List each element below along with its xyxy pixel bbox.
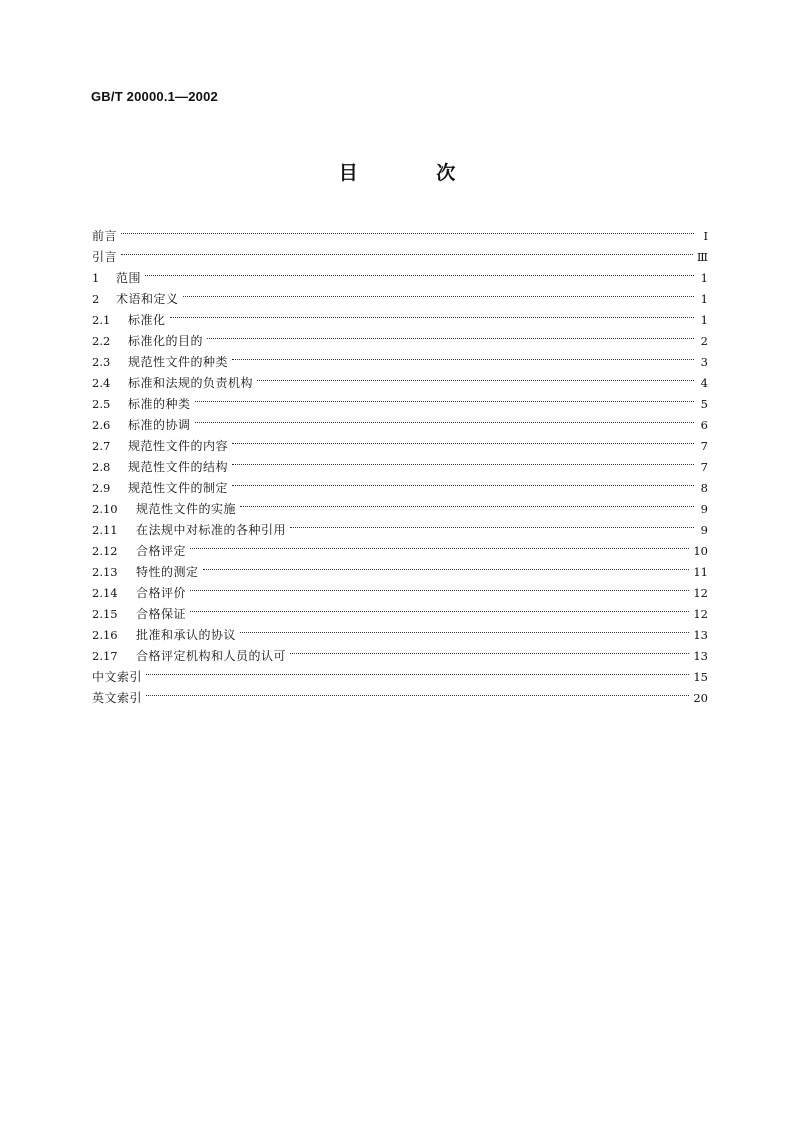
- toc-entry-label: 术语和定义: [116, 292, 179, 306]
- toc-entry-number: 2.11: [92, 523, 118, 537]
- toc-dot-leader: [146, 660, 689, 681]
- toc-entry-page: 7: [700, 460, 708, 474]
- toc-dot-leader: [232, 471, 694, 492]
- toc-entry-label: 中文索引: [92, 670, 143, 684]
- toc-entry-number: 2: [92, 292, 100, 306]
- toc-entry-page: 3: [700, 355, 708, 369]
- toc-dot-leader: [183, 282, 694, 303]
- toc-dot-leader: [145, 261, 694, 282]
- toc-entry-page: 15: [693, 670, 708, 684]
- toc-dot-leader: [232, 429, 694, 450]
- toc-entry[interactable]: [92, 261, 708, 285]
- toc-entry-number: 2.1: [92, 313, 111, 327]
- toc-dot-leader: [232, 345, 694, 366]
- toc-entry-page: 5: [700, 397, 708, 411]
- toc-entry-number: 1: [92, 271, 100, 285]
- toc-entry-label: 标准化: [128, 313, 166, 327]
- toc-entry-page: 10: [693, 544, 708, 558]
- page-title: 目 次: [338, 162, 492, 184]
- toc-entry-number: 2.3: [92, 355, 111, 369]
- toc-entry-page: Ⅲ: [696, 250, 708, 264]
- toc-entry-label: 合格评定: [136, 544, 187, 558]
- toc-entry-page: 9: [700, 523, 708, 537]
- toc-entry-label: 特性的测定: [136, 565, 199, 579]
- toc-entry-label: 英文索引: [92, 691, 143, 705]
- toc-entry[interactable]: [92, 303, 708, 327]
- toc-entry-page: 7: [700, 439, 708, 453]
- toc-entry-page: 4: [700, 376, 708, 390]
- toc-entry-label: 标准的协调: [128, 418, 191, 432]
- toc-dot-leader: [203, 555, 690, 576]
- toc-entry-number: 2.9: [92, 481, 111, 495]
- toc-entry-label: 范围: [116, 271, 142, 285]
- toc-entry-page: 13: [693, 649, 708, 663]
- toc-entry-label: 合格评定机构和人员的认可: [136, 649, 287, 663]
- toc-entry-label: 规范性文件的制定: [128, 481, 229, 495]
- toc-entry-page: 6: [700, 418, 708, 432]
- toc-dot-leader: [290, 513, 694, 534]
- toc-entry-page: 13: [693, 628, 708, 642]
- toc-dot-leader: [190, 597, 689, 618]
- toc-entry-number: 2.4: [92, 376, 111, 390]
- toc-dot-leader: [195, 387, 694, 408]
- toc-entry[interactable]: [92, 681, 708, 705]
- toc-entry-page: 9: [700, 502, 708, 516]
- toc-dot-leader: [170, 303, 694, 324]
- toc-dot-leader: [190, 576, 689, 597]
- toc-entry-label: 规范性文件的种类: [128, 355, 229, 369]
- toc-entry-number: 2.6: [92, 418, 111, 432]
- toc-entry[interactable]: [92, 240, 708, 264]
- table-of-contents: [92, 219, 708, 705]
- toc-dot-leader: [121, 240, 693, 261]
- toc-entry-page: 20: [693, 691, 708, 705]
- toc-entry-label: 批准和承认的协议: [136, 628, 237, 642]
- toc-entry[interactable]: [92, 219, 708, 243]
- toc-entry-number: 2.14: [92, 586, 118, 600]
- toc-entry-page: 12: [693, 586, 708, 600]
- toc-entry-label: 前言: [92, 229, 118, 243]
- toc-dot-leader: [240, 492, 694, 513]
- toc-dot-leader: [290, 639, 689, 660]
- toc-entry-page: 8: [700, 481, 708, 495]
- toc-entry-page: 12: [693, 607, 708, 621]
- toc-entry-page: Ⅰ: [703, 229, 708, 243]
- toc-dot-leader: [240, 618, 689, 639]
- toc-entry-number: 2.2: [92, 334, 111, 348]
- toc-entry-number: 2.7: [92, 439, 111, 453]
- toc-entry-label: 标准化的目的: [128, 334, 204, 348]
- toc-entry-label: 引言: [92, 250, 118, 264]
- toc-dot-leader: [257, 366, 694, 387]
- toc-entry[interactable]: [92, 324, 708, 348]
- toc-entry-page: 11: [693, 565, 708, 579]
- toc-entry-label: 在法规中对标准的各种引用: [136, 523, 287, 537]
- toc-entry-label: 标准和法规的负责机构: [128, 376, 254, 390]
- toc-dot-leader: [207, 324, 694, 345]
- toc-entry-page: 2: [700, 334, 708, 348]
- document-code: GB/T 20000.1—2002: [91, 89, 218, 104]
- toc-entry-number: 2.13: [92, 565, 118, 579]
- toc-dot-leader: [190, 534, 689, 555]
- toc-dot-leader: [232, 450, 694, 471]
- toc-entry-label: 规范性文件的结构: [128, 460, 229, 474]
- toc-dot-leader: [195, 408, 694, 429]
- toc-entry-number: 2.12: [92, 544, 118, 558]
- toc-entry-number: 2.16: [92, 628, 118, 642]
- toc-entry-number: 2.5: [92, 397, 111, 411]
- toc-entry-page: 1: [700, 271, 708, 285]
- toc-entry-number: 2.15: [92, 607, 118, 621]
- toc-entry-label: 规范性文件的实施: [136, 502, 237, 516]
- toc-entry[interactable]: [92, 282, 708, 306]
- toc-entry-number: 2.8: [92, 460, 111, 474]
- toc-entry-label: 合格保证: [136, 607, 187, 621]
- toc-entry[interactable]: [92, 660, 708, 684]
- toc-entry-label: 合格评价: [136, 586, 187, 600]
- toc-entry-label: 标准的种类: [128, 397, 191, 411]
- toc-entry-page: 1: [700, 292, 708, 306]
- toc-entry-number: 2.10: [92, 502, 118, 516]
- toc-entry-label: 规范性文件的内容: [128, 439, 229, 453]
- toc-entry-number: 2.17: [92, 649, 118, 663]
- toc-entry-page: 1: [700, 313, 708, 327]
- toc-dot-leader: [146, 681, 689, 702]
- toc-dot-leader: [121, 219, 694, 240]
